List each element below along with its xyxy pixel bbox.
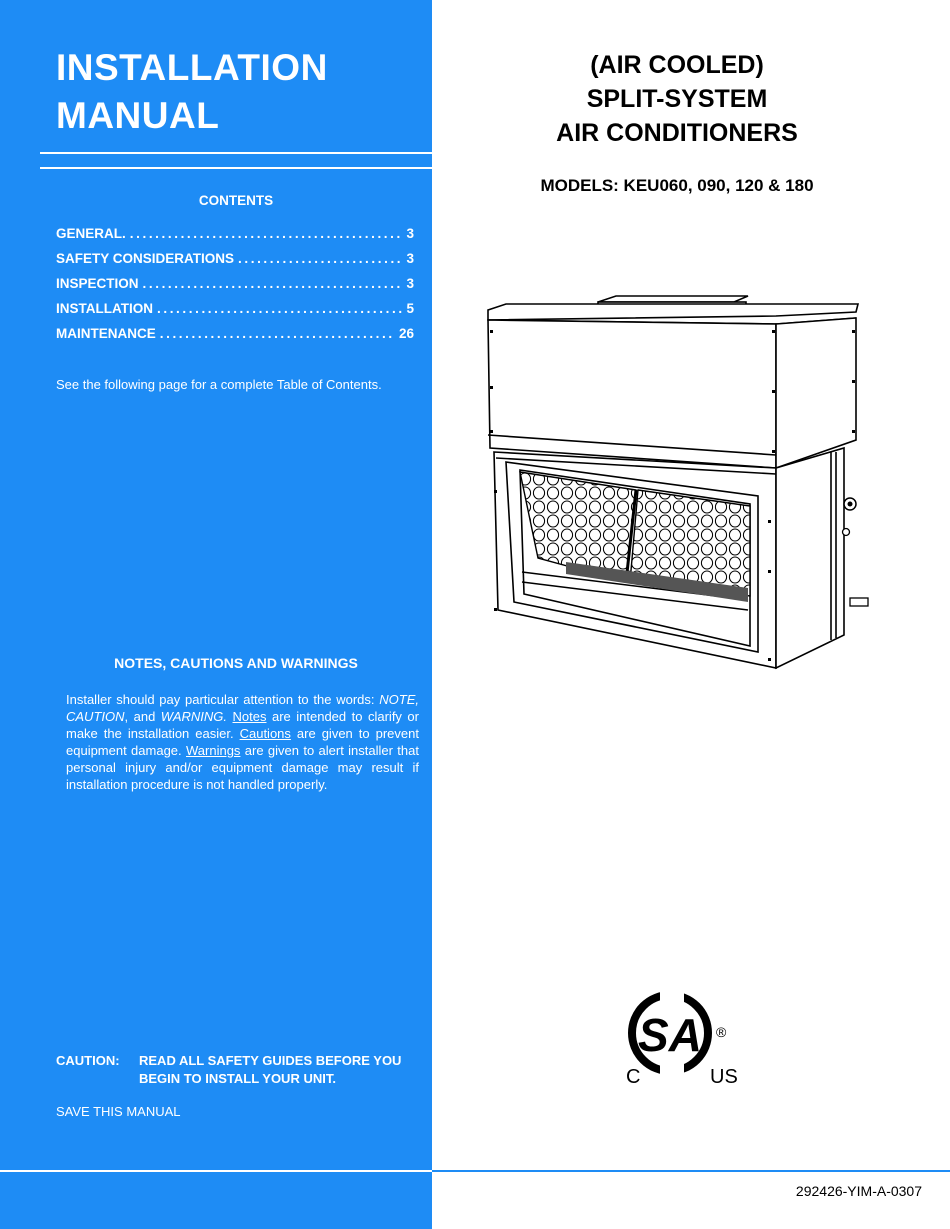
notes-text: are given to prevent equipment damage. [66,726,419,758]
toc-leader-dots [160,326,395,341]
toc-page-number: 26 [398,326,414,341]
warning-word: WARNING [160,709,224,724]
product-title-line3: AIR CONDITIONERS [556,119,798,147]
manual-title [56,44,328,140]
toc-page-number: 3 [406,276,414,291]
contents-heading: CONTENTS [198,193,274,208]
footer-divider-right [432,1170,950,1172]
toc-row-installation[interactable] [56,301,414,326]
product-title-line1: (AIR COOLED) [590,51,764,79]
toc-row-inspection[interactable] [56,276,414,301]
notes-text: Installer should pay particular attention to the words: [66,692,380,707]
notes-text: are given to alert installer that personal injury and/or equipment damage may result if installation procedure is not handled properly. [66,743,419,792]
toc-page-number: 5 [406,301,414,316]
left-blue-panel [0,0,432,1229]
csa-certification-logo [620,985,770,1095]
notes-heading: NOTES, CAUTIONS AND WARNINGS [114,655,358,671]
toc-label: INSPECTION [56,276,139,291]
toc-leader-dots [130,226,403,241]
toc-row-safety-considerations[interactable] [56,251,414,276]
toc-label: MAINTENANCE [56,326,156,341]
logo-registered-mark: ® [716,1024,727,1040]
notes-paragraph [66,691,419,793]
manual-title-line2: MANUAL [56,95,220,136]
notes-underlined: Notes [232,709,267,724]
notes-sep: . [223,709,233,724]
models-line: MODELS: KEU060, 090, 120 & 180 [540,176,814,195]
table-of-contents [56,226,414,351]
notes-sep: , [415,692,419,707]
caution-word: CAUTION [66,709,125,724]
notes-text: are intended to clarify or make the installation easier. [66,709,419,741]
air-conditioner-unit-illustration [476,290,876,675]
title-divider-bottom [40,167,432,169]
logo-us-mark: US [710,1066,738,1088]
cautions-underlined: Cautions [239,726,291,741]
product-title [432,48,922,150]
csa-mark-letters: SA [638,1009,702,1061]
title-divider-top [40,152,432,154]
toc-page-number: 3 [406,226,414,241]
logo-c-mark: C [626,1066,641,1088]
notes-sep: , and [124,709,161,724]
toc-label: SAFETY CONSIDERATIONS [56,251,235,266]
caution-text: READ ALL SAFETY GUIDES BEFORE YOU BEGIN TO INSTALL YOUR UNIT. [139,1053,402,1086]
note-word: NOTE [379,692,416,707]
caution-label: CAUTION: [56,1053,120,1068]
toc-row-general[interactable] [56,226,414,251]
document-number: 292426-YIM-A-0307 [795,1183,922,1199]
toc-row-maintenance[interactable] [56,326,414,351]
toc-label: GENERAL. [56,226,126,241]
toc-leader-dots [143,276,403,291]
product-title-line2: SPLIT-SYSTEM [586,85,768,113]
toc-page-number: 3 [406,251,414,266]
save-manual-text: SAVE THIS MANUAL [56,1104,181,1119]
toc-leader-dots [157,301,402,316]
manual-title-line1: INSTALLATION [56,47,328,88]
warnings-underlined: Warnings [186,743,241,758]
toc-leader-dots [238,251,402,266]
toc-label: INSTALLATION [56,301,153,316]
toc-note: See the following page for a complete Table of Contents. [56,377,382,392]
